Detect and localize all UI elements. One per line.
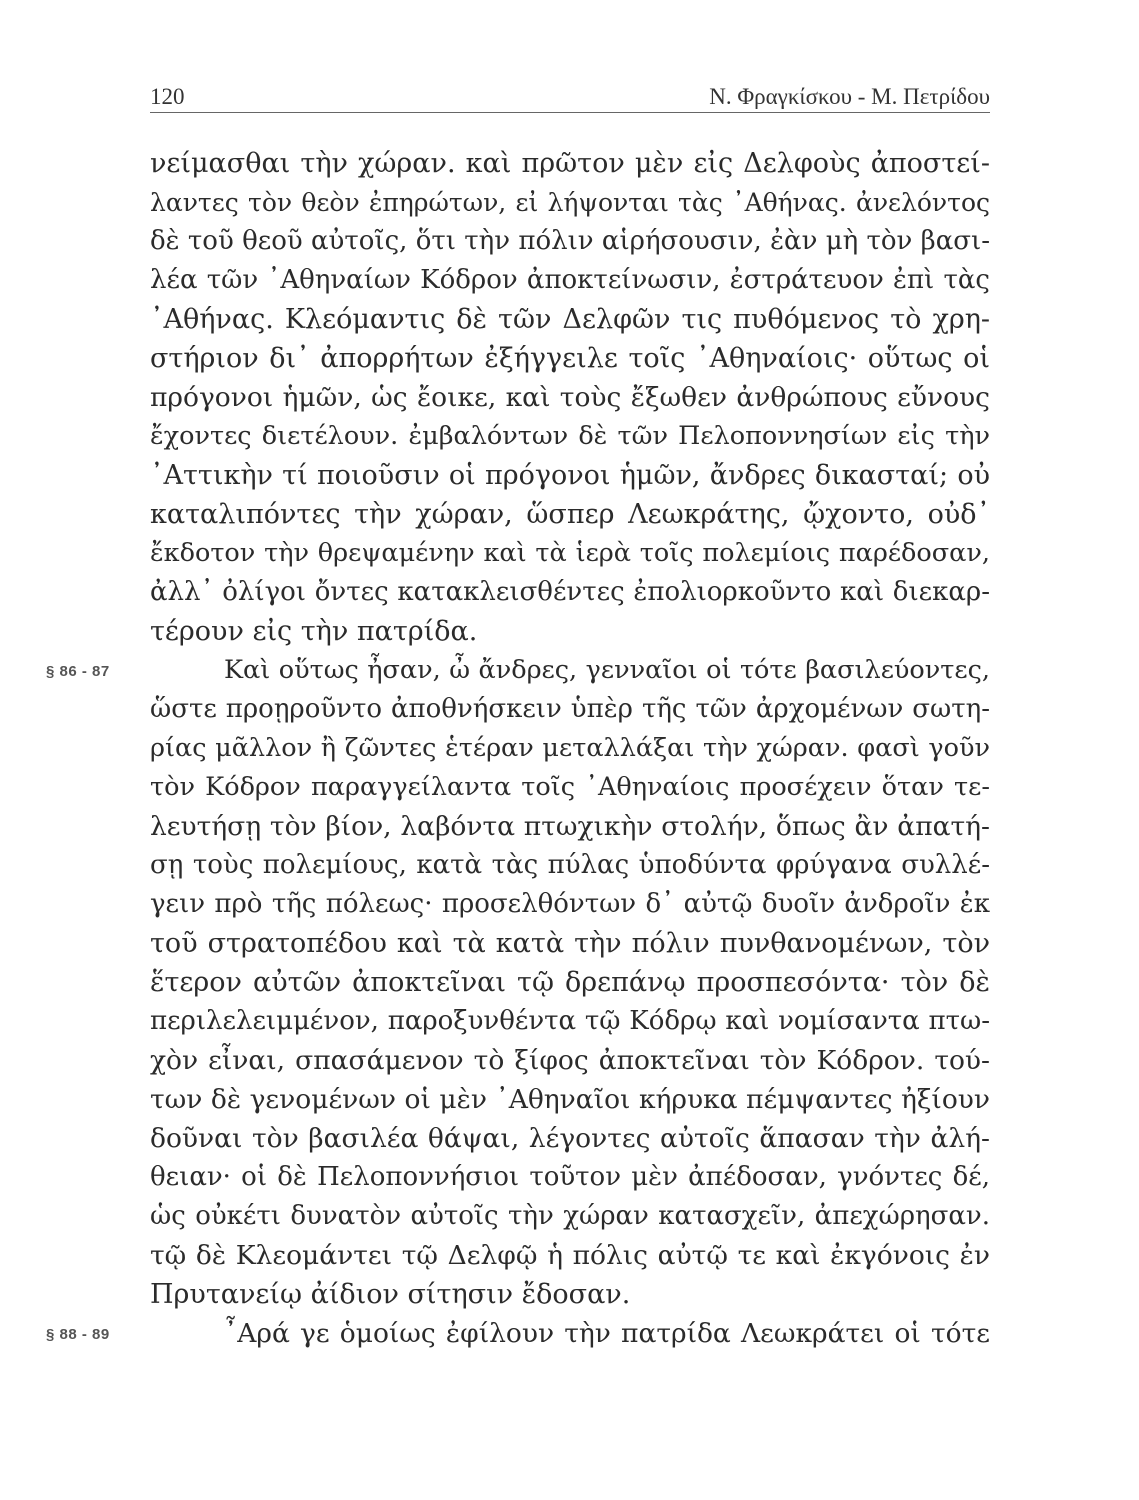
section-reference: § 86 - 87 [46, 663, 110, 680]
text-line: των δὲ γενομένων οἱ μὲν ᾿Αθηναῖοι κήρυκα πέμψαντες ἠξίουν [150, 1084, 990, 1115]
text-line: ἕτερον αὐτῶν ἀποκτεῖναι τῷ δρεπάνῳ προσπεσόντα· τὸν δὲ [150, 967, 990, 998]
running-head [150, 84, 990, 113]
text-line: γειν πρὸ τῆς πόλεως· προσελθόντων δ᾿ αὐτῷ δυοῖν ἀνδροῖν ἐκ [150, 889, 990, 919]
text-line: ἀλλ᾿ ὀλίγοι ὄντες κατακλεισθέντες ἐπολιορκοῦντο καὶ διεκαρ- [150, 577, 990, 607]
text-line: δὲ τοῦ θεοῦ αὐτοῖς, ὅτι τὴν πόλιν αἱρήσουσιν, ἐὰν μὴ τὸν βασι- [150, 226, 990, 256]
text-line: χὸν εἶναι, σπασάμενον τὸ ξίφος ἀποκτεῖναι τὸν Κόδρον. τού- [150, 1045, 990, 1076]
text-line: Καὶ οὕτως ἦσαν, ὦ ἄνδρες, γενναῖοι οἱ τότε βασιλεύοντες, [224, 655, 990, 685]
text-line: ὡς οὐκέτι δυνατὸν αὐτοῖς τὴν χώραν κατασχεῖν, ἀπεχώρησαν. [150, 1201, 990, 1231]
paragraph-start [46, 1314, 990, 1353]
running-title: Ν. Φραγκίσκου - Μ. Πετρίδου [709, 84, 990, 109]
text-line: θειαν· οἱ δὲ Πελοποννήσιοι τοῦτον μὲν ἀπέδοσαν, γνόντες δέ, [150, 1162, 990, 1192]
text-line: ἔχοντες διετέλουν. ἐμβαλόντων δὲ τῶν Πελοποννησίων εἰς τὴν [150, 421, 990, 451]
text-line: στήριον δι᾿ ἀπορρήτων ἐξήγγειλε τοῖς ᾿Αθηναίοις· οὕτως οἱ [150, 343, 990, 374]
text-line: δοῦναι τὸν βασιλέα θάψαι, λέγοντες αὐτοῖς ἅπασαν τὴν ἀλή- [150, 1123, 990, 1154]
text-line: λαντες τὸν θεὸν ἐπηρώτων, εἰ λήψονται τὰς ᾿Αθήνας. ἀνελόντος [150, 188, 990, 217]
text-line: ἔκδοτον τὴν θρεψαμένην καὶ τὰ ἱερὰ τοῖς πολεμίοις παρέδοσαν, [150, 538, 990, 568]
text-line: τῷ δὲ Κλεομάντει τῷ Δελφῷ ἡ πόλις αὐτῷ τε καὶ ἐκγόνοις ἐν [150, 1240, 990, 1271]
text-line: νείμασθαι τὴν χώραν. καὶ πρῶτον μὲν εἰς Δελφοὺς ἀποστεί- [150, 148, 990, 179]
text-line: ὥστε προῃροῦντο ἀποθνήσκειν ὑπὲρ τῆς τῶν ἀρχομένων σωτη- [150, 694, 990, 724]
text-line: τὸν Κόδρον παραγγείλαντα τοῖς ᾿Αθηναίοις προσέχειν ὅταν τε- [150, 772, 990, 802]
main-text [46, 144, 990, 1353]
text-line: ᾿Αθήνας. Κλεόμαντις δὲ τῶν Δελφῶν τις πυθόμενος τὸ χρη- [150, 304, 990, 335]
text-line: λευτήσῃ τὸν βίον, λαβόντα πτωχικὴν στολήν, ὅπως ἂν ἀπατή- [150, 811, 990, 842]
section-reference: § 88 - 89 [46, 1326, 110, 1343]
text-line: ρίας μᾶλλον ἢ ζῶντες ἑτέραν μεταλλάξαι τὴν χώραν. φασὶ γοῦν [150, 733, 990, 763]
text-line: σῃ τοὺς πολεμίους, κατὰ τὰς πύλας ὑποδύντα φρύγανα συλλέ- [150, 850, 990, 880]
text-line: πρόγονοι ἡμῶν, ὡς ἔοικε, καὶ τοὺς ἔξωθεν ἀνθρώπους εὔνους [150, 382, 990, 413]
text-line: ῏Αρά γε ὁμοίως ἐφίλουν τὴν πατρίδα Λεωκράτει οἱ τότε [224, 1318, 990, 1349]
text-line: λέα τῶν ᾿Αθηναίων Κόδρον ἀποκτείνωσιν, ἐστράτευον ἐπὶ τὰς [150, 265, 990, 295]
text-line: τοῦ στρατοπέδου καὶ τὰ κατὰ τὴν πόλιν πυνθανομένων, τὸν [150, 928, 990, 959]
page-number: 120 [150, 84, 185, 109]
text-line: τέρουν εἰς τὴν πατρίδα. [150, 616, 478, 647]
text-line: καταλιπόντες τὴν χώραν, ὥσπερ Λεωκράτης, ᾤχοντο, οὐδ᾿ [150, 499, 990, 530]
text-line: ᾿Αττικὴν τί ποιοῦσιν οἱ πρόγονοι ἡμῶν, ἄνδρες δικασταί; οὐ [150, 460, 990, 491]
text-line: Πρυτανείῳ ἀίδιον σίτησιν ἔδοσαν. [150, 1279, 631, 1310]
text-line: περιλελειμμένον, παροξυνθέντα τῷ Κόδρῳ καὶ νομίσαντα πτω- [150, 1006, 990, 1036]
paragraph-start [46, 651, 990, 690]
